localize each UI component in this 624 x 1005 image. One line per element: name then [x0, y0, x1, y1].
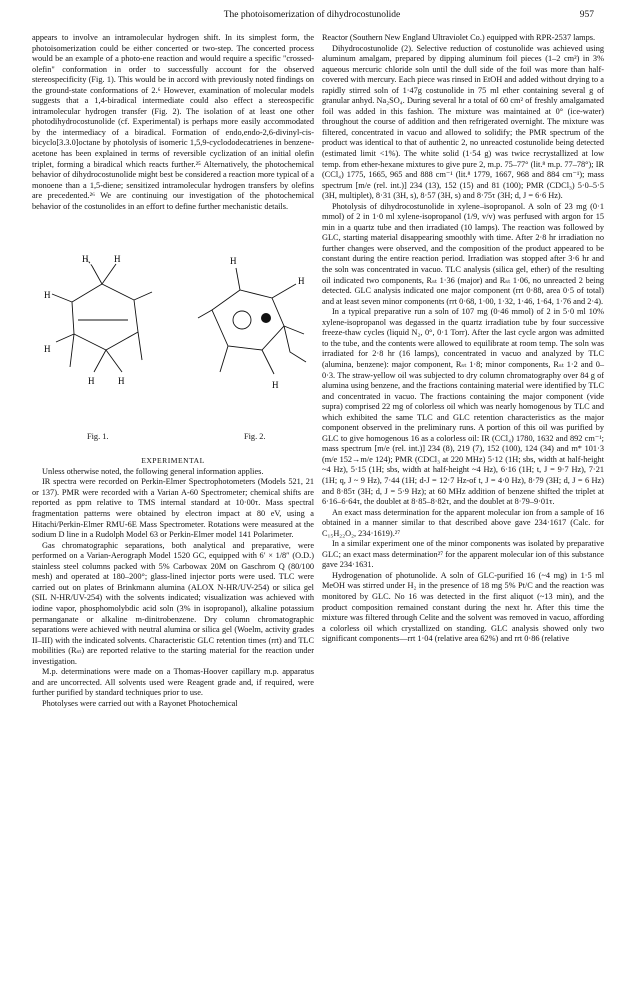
right-column [322, 33, 604, 645]
paragraph: In a typical preparative run a soln of 107 mg (0·46 mmol) of 2 in 5·0 ml 10% xylene-isopropanol was degassed in the quartz irradiation tube by four successive freeze-thaw cycles (liquid N₂, 0°, 0·1 Torr). After the last cycle argon was admitted to the tube, and the contents were allowed to equilibrate at room temp. The soln was irradiated for 2·8 hr (16 lamps), concentrated in vacuo and analyzed by TLC (alumina, benzene): major component, Rₛₜ 1·8; minor components, Rₛₜ 1·2 and 0–0·3. The straw-yellow oil was subjected to dry column chromatography over 84 g of alumina using benzene, and the fractions containing material were identified by TLC and concentrated in vacuo. The fractions containing the major component (vide supra) comprised 22 mg of colorless oil which was nearly homogenous by TLC and which exhibited the same TLC and GLC retention characteristics as the major component observed in the preliminary runs. A portion of this oil was purified by GLC to give homogenous 16 as a colorless oil: IR (CCl₄) 1780, 1632 and 892 cm⁻¹; mass spectrum [m/e (rel. int.)] 234 (8), 219 (7), 152 (100), 124 (34) and m* 101·3 (m/e 152→m/e 124); PMR (CDCl₃ at 220 MHz) 5·12 (1H; sbs, width at half-height ~4 Hz), 5·15 (1H; sbs, width at half-height ~4 Hz), 6·16 (1H; t, J = 9·7 Hz), 7·21 (1H; q, J ~ 9 Hz), 7·44 (1H; d-J = 12·7 Hz-of t, J = 4·0 Hz), 8·79 (3H; d, J = 6 Hz) and 8·85τ (3H; d, J = 5·9 Hz); at 60 MHz addition of benzene shifted the triplet at 6·16–6·64τ, the doublet at 8·85–8·82τ, and the doublet at 8·79–9·01τ. [322, 307, 604, 507]
atom-label: H [230, 256, 237, 267]
paragraph: Gas chromatographic separations, both analytical and preparative, were performed on a Varian-Aerograph Model 1520 GC, equipped with 6′ × 1/8″ (O.D.) stainless steel columns packed with 5% Carbowax 20M on Gaschrom Q (80/100 mesh) and operated at 180–200°; glass-lined injector ports were used. TLC were carried out on plates of Brinkmann alumina (ALOX N-HR/UV-254) or silica gel (SIL N-HR/UV-254) with the solvents indicated; visualization was achieved with iodine vapor, phosphomolybdic acid soln (3% in isopropanol), alkaline potassium permanganate or alkaline m-dinitrobenzene. Dry column chromatographic separations were achieved with neutral alumina or silica gel (Woelm, activity grades II–III) with the indicated solvents. Characteristic GLC retention times (rrt) and TLC mobilities (Rₛₜ) are reported relative to the starting material for the reaction under investigation. [32, 540, 314, 666]
running-title: The photoisomerization of dihydrocostunolide [223, 10, 401, 20]
figure-1-structure [42, 222, 162, 422]
figure-2 [192, 222, 312, 422]
atom-label: H [118, 376, 125, 387]
paragraph: Hydrogenation of photunolide. A soln of GLC-purified 16 (~4 mg) in 1·5 ml MeOH was stirred under H₂ in the presence of 18 mg 5% Pt/C and the reaction was monitored by GLC. No 16 was detected in the first aliquot (~13 min), and the product composition remained constant during the next hr. After this time the mixture was filtered through Celite and the solvent was removed in vacuo, affording a colorless oil which crystallized on standing. GLC analysis showed only two significant components—rrt 1·04 (relative area 62%) and rrt 0·86 (relative [322, 570, 604, 644]
paragraph: Photolysis of dihydrocostunolide in xylene–isopropanol. A soln of 23 mg (0·1 mmol) of 2 in 1·0 ml xylene-isopropanol (1/9, v/v) was perfused with argon for 15 min in a quartz tube and then irradiated (10 lamps). The reaction was followed by GLC, starting material disappearing smoothly with time. After 2·8 hr irradiation no further changes were observed, and the composition of the product appeared to be constant during the entire reaction period. Irradiation was stopped after 3·6 hr and the soln was concentrated in vacuo. TLC analysis (silica gel, ether) of the resulting oil indicated two components, Rₛₜ 1·36 (major) and Rₛₜ 1·06, no unreacted 2 being detected. GLC analysis indicated one major component (rrt 0·88, area 0·5 of total) and at least seven minor components (rrt 0·68, 1·00, 1·32, 1·46, 1·64, 1·76 and 2·4). [322, 201, 604, 306]
paragraph: Photolyses were carried out with a Rayonet Photochemical [42, 698, 238, 708]
running-header [0, 10, 624, 24]
paragraph: In a similar experiment one of the minor components was isolated by preparative GLC; an exact mass determination²⁷ for the apparent molecular ion of this substance gave 234·1631. [322, 539, 604, 570]
atom-label: H [298, 276, 305, 287]
paragraph: M.p. determinations were made on a Thomas-Hoover capillary m.p. apparatus and are uncorrected. All solvents used were Reagent grade and, if required, were further purified by standard techniques prior to use. [32, 667, 314, 698]
paragraph: An exact mass determination for the apparent molecular ion from a sample of 16 obtained in a manner similar to that described above gave 234·1617 (Calc. for C₁₅H₂₂O₂, 234·1619).²⁷ [322, 507, 604, 538]
atom-label: H [82, 254, 89, 265]
figure-2-structure [192, 222, 312, 422]
left-column [32, 33, 314, 709]
paragraph: Unless otherwise noted, the following general information applies. [42, 466, 264, 476]
paragraph: Reactor (Southern New England Ultraviolet Co.) equipped with RPR-2537 lamps. [322, 33, 596, 42]
figure-2-caption: Fig. 2. [244, 432, 266, 442]
figure-1 [42, 222, 162, 422]
atom-label: H [114, 254, 121, 265]
figures-area [32, 222, 314, 452]
atom-label: H [44, 344, 51, 355]
atom-label: H [88, 376, 95, 387]
paragraph: IR spectra were recorded on Perkin-Elmer Spectrophotometers (Models 521, 21 or 137). PMR were recorded with a Varian A-60 Spectrometer; chemical shifts are reported as ppm relative to TMS internal standard at 10·00τ. Mass spectral fragmentation patterns were obtained by electron impact at 80 eV, using a Hitachi/Perkin-Elmer RMU-6E Mass Spectrometer. Rotations were measured at the sodium D line in a Rudolph Model 63 or Perkin-Elmer model 141 Polarimeter. [32, 477, 314, 540]
radical-center-icon [233, 311, 251, 329]
figure-1-caption: Fig. 1. [87, 432, 109, 442]
atom-label: H [44, 290, 51, 301]
section-heading: EXPERIMENTAL [141, 456, 205, 466]
atom-label: H [272, 380, 279, 391]
page-number: 957 [579, 10, 594, 20]
radical-dot-icon [261, 313, 271, 323]
paragraph: Dihydrocostunolide (2). Selective reduction of costunolide was achieved using aluminum amalgam, prepared by dipping aluminum foil pieces (1–2 cm²) in 3% aqueous mercuric chloride soln until the dull side of the foil was more than half-covered with mercury. Each piece was rinsed in EtOH and added without drying to a rapidly stirred soln of 1·47g costunolide in 75 ml ether containing several g of granular anhyd. Na₂SO₄. During several hr a total of 60 cm² of freshly amalgamated foil was added in this fashion. The mixture was maintained at 0° (ice-water) throughout the course of addition and then refrigerated overnight. The mixture was filtered, concentrated in vacuo and allowed to solidify; the PMR spectrum of the product was identical to that of authentic 2, no unreacted costunolide being detected (estimated limit <1%). The white solid (1·54 g) was twice recrystallized at low temp. from ether-hexane mixtures to give pure 2, m.p. 75–77° (lit.⁸ m.p. 77–78°); IR (CCl₄) 1775, 1665, 965 and 888 cm⁻¹ (lit.⁸ 1779, 1667, 968 and 884 cm⁻¹); mass spectrum [m/e (rel. int.)] 234 (13), 152 (15) and 81 (100); PMR (CDCl₃) 5·0–5·5 (3H, multiplet), 8·31 (3H, s), 8·57 (3H, s) and 8·75τ (3H; d, J = 6·6 Hz). [322, 43, 604, 201]
discussion-paragraph: appears to involve an intramolecular hydrogen shift. In its simplest form, the photoisomerization could be either concerted or two-step. The concerted process would be an example of a photo-ene reaction and would require a specific "crossed-olefin" conformation in order to successfully account for the observed stereospecificity (Fig. 1). This would be in accord with previously noted findings on the ground-state conformations of 2.⁶ However, examination of molecular models suggests that a 1,4-biradical intermediate could also effect a stereospecific intramolecular hydrogen transfer (Fig. 2). The isolation of at least one other photodihydrocostunolide (cf. Experimental) is perhaps more easily accommodated by the intermediacy of a biradical. Formation of endo,endo-2,6-divinyl-cis-bicyclo[3.3.0]octane by photolysis of isomeric 1,5,9-cyclododecatrienes in benzene-acetone has been explained in terms of reversible cyclization of an initial olefin triplet, forming a biradical which reacts further.²⁵ Alternatively, the photochemical behavior of dihydrocostunolide might best be considered a reaction more typical of a monoene than a 1,5-diene; sensitized intramolecular hydrogen transfers by olefins are precedented.²⁶ We are continuing our investigation of the photochemical behavior of the costunolides in an effort to define further mechanistic details. [32, 33, 315, 211]
